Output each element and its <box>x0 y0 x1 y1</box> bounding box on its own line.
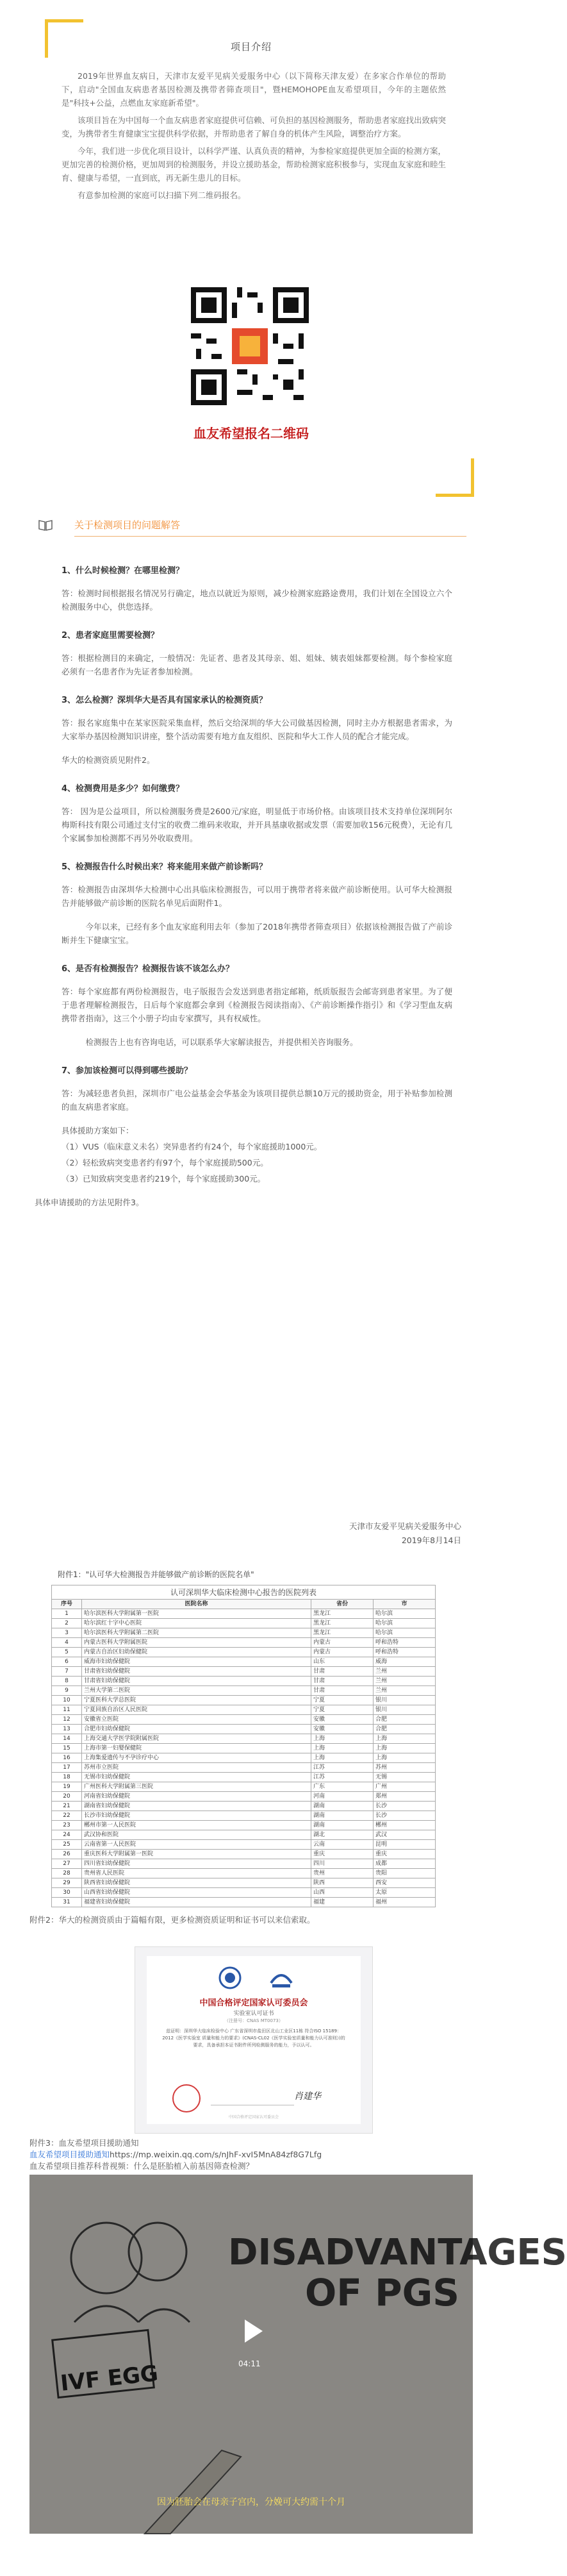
table-row <box>52 1609 436 1619</box>
table-cell: 湖南 <box>311 1802 374 1811</box>
table-row <box>52 1638 436 1648</box>
table-row <box>52 1725 436 1734</box>
faq-answer: 检测报告上也有咨询电话，可以联系华大家解读报告，并提供相关咨询服务。 <box>85 1037 358 1047</box>
table-cell: 太原 <box>374 1888 436 1898</box>
table-row <box>52 1773 436 1782</box>
table-row <box>52 1686 436 1696</box>
table-cell: 4 <box>52 1638 82 1648</box>
table-cell: 甘肃省妇幼保健院 <box>82 1667 311 1677</box>
table-cell: 福建省妇幼保健院 <box>82 1898 311 1907</box>
video-title-line2: OF PGS <box>305 2271 460 2314</box>
table-cell: 甘肃 <box>311 1686 374 1696</box>
hospital-table <box>51 1585 436 1907</box>
decorative-corner-bottom-right <box>436 458 474 497</box>
table-row <box>52 1782 436 1792</box>
table-row <box>52 1888 436 1898</box>
table-row <box>52 1763 436 1773</box>
table-cell: 2 <box>52 1619 82 1628</box>
qr-code-image[interactable] <box>186 282 314 410</box>
table-cell: 12 <box>52 1715 82 1725</box>
table-cell: 6 <box>52 1657 82 1667</box>
seal-icon <box>172 2084 201 2112</box>
table-row <box>52 1802 436 1811</box>
intro-paragraph: 今年，我们进一步优化项目设计，以科学严谨、认真负责的精神，为参检家庭提供更加全面的检测方案，更加完善的检测价格，更加周到的检测服务，并设立援助基金，帮助检测家庭积极参与，实现血友家庭和睦生育、健康与希望，一直到底，再无新生患儿的目标。 <box>62 146 447 183</box>
table-cell: 9 <box>52 1686 82 1696</box>
table-cell: 黑龙江 <box>311 1609 374 1619</box>
table-row <box>52 1696 436 1705</box>
faq-answer: 具体申请援助的方法见附件3。 <box>35 1198 144 1207</box>
table-row <box>52 1850 436 1859</box>
table-row <box>52 1830 436 1840</box>
faq-section-title: 关于检测项目的问题解答 <box>74 519 181 531</box>
table-cell: 陕西 <box>311 1878 374 1888</box>
table-cell: 重庆 <box>311 1850 374 1859</box>
video-dim-overlay <box>29 2175 473 2534</box>
attachment2-title: 附件2：华大的检测资质由于篇幅有限，更多检测资质证明和证书可以来信索取。 <box>29 1915 315 1925</box>
certificate-signature: 肖建华 <box>294 2091 321 2102</box>
faq-section-header <box>44 518 466 536</box>
faq-answer: 答：检测报告由深圳华大检测中心出具临床检测报告，可以用于携带者将来做产前诊断使用。认可华大检测报告并能够做产前诊断的医院名单见后面附件1。 <box>62 885 452 908</box>
table-cell: 上海 <box>311 1744 374 1753</box>
video-sketch-label: IVF EGG <box>59 2361 160 2396</box>
table-cell: 甘肃 <box>311 1677 374 1686</box>
table-cell: 31 <box>52 1898 82 1907</box>
intro-body <box>62 69 446 206</box>
table-cell: 内蒙古 <box>311 1638 374 1648</box>
table-cell: 哈尔滨医科大学附属第一医院 <box>82 1609 311 1619</box>
table-cell: 云南 <box>311 1840 374 1850</box>
certificate-text: 兹证明：深圳华大临床检验中心 广东省深圳市盐田区北山工业区11栋 符合ISO 15189：2012《医学实验室 质量和能力的要求》(CNAS-CL02《医学实验室质量和能力认可准则》)的要求，具备承担本证书附件所列检测服务的能力，予以认可。 <box>162 2028 345 2048</box>
table-cell: 贵阳 <box>374 1869 436 1878</box>
table-row <box>52 1619 436 1628</box>
assistance-notice-link[interactable]: 血友希望项目援助通知 <box>29 2150 110 2159</box>
table-row <box>52 1859 436 1869</box>
table-cell: 22 <box>52 1811 82 1821</box>
table-cell: 兰州 <box>374 1667 436 1677</box>
table-row <box>52 1628 436 1638</box>
table-row <box>52 1705 436 1715</box>
table-cell: 长沙市妇幼保健院 <box>82 1811 311 1821</box>
table-cell: 郴州市第一人民医院 <box>82 1821 311 1830</box>
faq-answer: 答：每个家庭都有两份检测报告，电子版报告会发送到患者指定邮箱，纸质版报告会邮寄到患者家里。为了便于患者理解检测报告，日后每个家庭都会拿到《检测报告阅读指南》、《产前诊断操作指引》和《学习型血友病携带者指南》，这三个小册子均由专家撰写，具有权威性。 <box>62 987 452 1023</box>
table-cell: 内蒙古 <box>311 1648 374 1657</box>
table-cell: 14 <box>52 1734 82 1744</box>
table-cell: 上海市第一妇婴保健院 <box>82 1744 311 1753</box>
faq-question: 1、什么时候检测？在哪里检测？ <box>62 566 185 576</box>
table-cell: 23 <box>52 1821 82 1830</box>
intro-paragraph: 2019年世界血友病日，天津市友爱平见病关爱服务中心（以下简称天津友爱）在多家合作单位的帮助下，启动"全国血友病患者基因检测及携带者筛查项目"，暨HEMOHOPE血友希望项目，今年的主题依然是"科技+公益，点燃血友家庭新希望"。 <box>62 71 446 108</box>
table-cell: 江苏 <box>311 1763 374 1773</box>
table-cell: 重庆医科大学附属第一医院 <box>82 1850 311 1859</box>
table-cell: 福建 <box>311 1898 374 1907</box>
table-cell: 宁夏 <box>311 1705 374 1715</box>
faq-answer: 答：检测时间根据报名情况另行确定，地点以就近为原则，减少检测家庭路途费用，我们计划在全国设立六个检测服务中心，供您选择。 <box>62 589 452 612</box>
faq-answer: 具体援助方案如下： <box>62 1126 134 1135</box>
faq-question: 6、是否有检测报告？检测报告该不该怎么办？ <box>62 964 234 974</box>
table-cell: 重庆 <box>374 1850 436 1859</box>
table-header: 省份 <box>311 1600 374 1609</box>
table-cell: 上海 <box>311 1734 374 1744</box>
table-cell: 25 <box>52 1840 82 1850</box>
table-cell: 四川省妇幼保健院 <box>82 1859 311 1869</box>
table-cell: 郴州 <box>374 1821 436 1830</box>
certificate-paper <box>147 1956 361 2124</box>
faq-question: 5、检测报告什么时候出来？将来能用来做产前诊断吗？ <box>62 862 268 872</box>
table-row <box>52 1869 436 1878</box>
table-cell: 威海 <box>374 1657 436 1667</box>
table-cell: 江苏 <box>311 1773 374 1782</box>
faq-question: 2、患者家庭里需要检测？ <box>62 631 160 640</box>
book-icon <box>38 519 53 531</box>
table-cell: 昆明 <box>374 1840 436 1850</box>
table-header: 市 <box>374 1600 436 1609</box>
table-caption: 认可深圳华大临床检测中心报告的医院列表 <box>51 1585 436 1599</box>
table-cell: 河南省妇幼保健院 <box>82 1792 311 1802</box>
signature-date: 2019年8月14日 <box>401 1535 461 1545</box>
table-cell: 银川 <box>374 1696 436 1705</box>
table-cell: 8 <box>52 1677 82 1686</box>
intro-paragraph: 有意参加检测的家庭可以扫描下列二维码报名。 <box>78 190 246 200</box>
table-cell: 29 <box>52 1878 82 1888</box>
table-cell: 郑州 <box>374 1792 436 1802</box>
table-cell: 哈尔滨医科大学附属第二医院 <box>82 1628 311 1638</box>
faq-question: 4、检测费用是多少？如何缴费？ <box>62 784 185 794</box>
certificate-image[interactable] <box>135 1946 373 2134</box>
table-cell: 24 <box>52 1830 82 1840</box>
table-cell: 无锡 <box>374 1773 436 1782</box>
video-recommendation-text: 血友希望项目推荐科普视频：什么是胚胎植入前基因筛查检测？ <box>29 2161 254 2171</box>
table-cell: 无锡市妇幼保健院 <box>82 1773 311 1782</box>
table-cell: 11 <box>52 1705 82 1715</box>
video-duration: 04:11 <box>238 2359 261 2368</box>
certificate-number: （注册号：CNAS MT0073） <box>224 2018 283 2023</box>
table-cell: 河南 <box>311 1792 374 1802</box>
table-cell: 上海集爱遗传与不孕诊疗中心 <box>82 1753 311 1763</box>
signature <box>269 1519 461 1548</box>
faq-answer: 答：报名家庭集中在某家医院采集血样，然后交给深圳的华大公司做基因检测，同时主办方根据患者需求，为大家举办基因检测知识讲座，整个活动需要有地方血友组织、医院和华大工作人员的配合才能完成。 <box>62 718 452 741</box>
faq-answer: 答： 因为是公益项目，所以检测服务费是2600元/家庭，明显低于市场价格。由该项目技术支持单位深圳阿尔梅斯科技有限公司通过支付宝的收费二维码来收取，并开具基康收据或发票（需要加收156元税费），无论有几个家属参加检测都不再另外收取费用。 <box>62 807 452 843</box>
cnas-logo-icon <box>268 1965 294 1991</box>
table-cell: 兰州 <box>374 1677 436 1686</box>
table-cell: 陕西省妇幼保健院 <box>82 1878 311 1888</box>
table-cell: 贵州省人民医院 <box>82 1869 311 1878</box>
table-cell: 19 <box>52 1782 82 1792</box>
table-cell: 武汉协和医院 <box>82 1830 311 1840</box>
table-row <box>52 1792 436 1802</box>
table-cell: 苏州市立医院 <box>82 1763 311 1773</box>
play-icon[interactable] <box>231 2311 272 2352</box>
table-cell: 内蒙古自治区妇幼保健院 <box>82 1648 311 1657</box>
table-cell: 长沙 <box>374 1811 436 1821</box>
table-cell: 7 <box>52 1667 82 1677</box>
table-cell: 27 <box>52 1859 82 1869</box>
qr-caption: 血友希望报名二维码 <box>193 426 309 441</box>
table-cell: 安徽 <box>311 1725 374 1734</box>
faq-answer: 答：为减轻患者负担，深圳市广电公益基金会华基金为该项目提供总额10万元的援助资金，用于补贴参加检测的血友病患者家庭。 <box>62 1089 452 1112</box>
table-cell: 18 <box>52 1773 82 1782</box>
certificate-org: 中国合格评定国家认可委员会 <box>199 1998 308 2008</box>
table-cell: 上海 <box>374 1744 436 1753</box>
table-cell: 黑龙江 <box>311 1619 374 1628</box>
attachment3 <box>29 2137 478 2172</box>
table-cell: 宁夏医科大学总医院 <box>82 1696 311 1705</box>
table-cell: 湖南 <box>311 1821 374 1830</box>
table-cell: 安徽 <box>311 1715 374 1725</box>
section-divider <box>74 536 466 537</box>
table-cell: 广州 <box>374 1782 436 1792</box>
table-cell: 宁夏回族自治区人民医院 <box>82 1705 311 1715</box>
table-cell: 5 <box>52 1648 82 1657</box>
certificate-footer: 中国合格评定国家认可委员会 <box>228 2115 279 2120</box>
table-row <box>52 1667 436 1677</box>
table-cell: 湖南 <box>311 1811 374 1821</box>
table-cell: 福州 <box>374 1898 436 1907</box>
table-row <box>52 1811 436 1821</box>
table-row <box>52 1744 436 1753</box>
ilac-logo-icon <box>217 1965 243 1991</box>
table-cell: 兰州 <box>374 1686 436 1696</box>
table-cell: 20 <box>52 1792 82 1802</box>
table-cell: 西安 <box>374 1878 436 1888</box>
table-cell: 合肥 <box>374 1715 436 1725</box>
table-cell: 13 <box>52 1725 82 1734</box>
table-cell: 山西 <box>311 1888 374 1898</box>
table-row <box>52 1898 436 1907</box>
table-cell: 黑龙江 <box>311 1628 374 1638</box>
table-row <box>52 1753 436 1763</box>
table-cell: 安徽省立医院 <box>82 1715 311 1725</box>
intro-paragraph: 该项目旨在为中国每一个血友病患者家庭提供可信赖、可负担的基因检测服务，帮助患者家庭找出致病突变，为携带者生育健康宝宝提供科学依据，并帮助患者了解自身的机体产生风险，调整治疗方案。 <box>62 115 447 138</box>
table-row <box>52 1657 436 1667</box>
assistance-notice-url[interactable]: https://mp.weixin.qq.com/s/nJhF-xvI5MnA84zf8G7Lfg <box>110 2150 322 2159</box>
table-cell: 四川 <box>311 1859 374 1869</box>
attachment3-link-line <box>29 2149 478 2161</box>
table-cell: 合肥 <box>374 1725 436 1734</box>
table-cell: 山西省妇幼保健院 <box>82 1888 311 1898</box>
table-cell: 合肥市妇幼保健院 <box>82 1725 311 1734</box>
table-cell: 哈尔滨红十字中心医院 <box>82 1619 311 1628</box>
table-cell: 呼和浩特 <box>374 1648 436 1657</box>
table-cell: 上海 <box>374 1734 436 1744</box>
faq-list <box>35 564 452 1219</box>
intro-title: 项目介绍 <box>230 41 272 53</box>
faq-question: 3、怎么检测？深圳华大是否具有国家承认的检测资质？ <box>62 696 268 705</box>
signature-org: 天津市友爱平见病关爱服务中心 <box>349 1521 461 1531</box>
table-cell: 银川 <box>374 1705 436 1715</box>
table-cell: 哈尔滨 <box>374 1628 436 1638</box>
table-row <box>52 1715 436 1725</box>
table-cell: 云南省第一人民医院 <box>82 1840 311 1850</box>
table-cell: 21 <box>52 1802 82 1811</box>
table-cell: 兰州大学第二医院 <box>82 1686 311 1696</box>
faq-answer: 答：根据检测目的来确定，一般情况：先证者、患者及其母亲、姐、姐妹、姨表姐妹都要检测。每个参检家庭必须有一名患者作为先证者参加检测。 <box>62 653 452 676</box>
table-cell: 贵州 <box>311 1869 374 1878</box>
video-subtitle: 因为胚胎会在母亲子宫内，分娩可大约需十个月 <box>157 2497 345 2507</box>
table-row <box>52 1840 436 1850</box>
table-cell: 17 <box>52 1763 82 1773</box>
table-cell: 宁夏 <box>311 1696 374 1705</box>
table-cell: 广东 <box>311 1782 374 1792</box>
table-cell: 上海交通大学医学院附属医院 <box>82 1734 311 1744</box>
attachment1-title: 附件1："认可华大检测报告并能够做产前诊断的医院名单" <box>58 1570 254 1579</box>
faq-question: 7、参加该检测可以得到哪些援助？ <box>62 1066 193 1076</box>
table-cell: 15 <box>52 1744 82 1753</box>
table-cell: 16 <box>52 1753 82 1763</box>
faq-answer: 华大的检测资质见附件2。 <box>62 755 155 765</box>
table-cell: 上海 <box>374 1753 436 1763</box>
table-cell: 28 <box>52 1869 82 1878</box>
table-cell: 3 <box>52 1628 82 1638</box>
table-cell: 内蒙古医科大学附属医院 <box>82 1638 311 1648</box>
table-cell: 湖北 <box>311 1830 374 1840</box>
table-cell: 30 <box>52 1888 82 1898</box>
table-cell: 湖南省妇幼保健院 <box>82 1802 311 1811</box>
faq-answer: （3）已知致病突变患者约219个，每个家庭援助300元。 <box>62 1174 266 1183</box>
table-cell: 哈尔滨 <box>374 1619 436 1628</box>
table-header: 医院名称 <box>82 1600 311 1609</box>
table-cell: 长沙 <box>374 1802 436 1811</box>
table-cell: 甘肃 <box>311 1667 374 1677</box>
table-cell: 呼和浩特 <box>374 1638 436 1648</box>
table-cell: 哈尔滨 <box>374 1609 436 1619</box>
table-row <box>52 1648 436 1657</box>
table-cell: 广州医科大学附属第三医院 <box>82 1782 311 1792</box>
table-row <box>52 1878 436 1888</box>
table-header-row <box>52 1600 436 1609</box>
table-cell: 10 <box>52 1696 82 1705</box>
table-cell: 武汉 <box>374 1830 436 1840</box>
table-row <box>52 1821 436 1830</box>
certificate-subtitle: 实验室认可证书 <box>233 2011 274 2017</box>
table-cell: 苏州 <box>374 1763 436 1773</box>
table-cell: 威海市妇幼保健院 <box>82 1657 311 1667</box>
table-cell: 上海 <box>311 1753 374 1763</box>
faq-answer: （1）VUS（临床意义未名）突异患者约有24个，每个家庭援助1000元。 <box>62 1142 322 1151</box>
faq-answer: 今年以来，已经有多个血友家庭利用去年（参加了2018年携带者筛查项目）依据该检测报告做了产前诊断并生下健康宝宝。 <box>62 922 452 945</box>
table-cell: 成都 <box>374 1859 436 1869</box>
table-row <box>52 1677 436 1686</box>
table-row <box>52 1734 436 1744</box>
video-player[interactable] <box>29 2175 567 2534</box>
table-header: 序号 <box>52 1600 82 1609</box>
table-cell: 山东 <box>311 1657 374 1667</box>
table-cell: 1 <box>52 1609 82 1619</box>
faq-answer: （2）轻松致病突变患者约有97个，每个家庭援助500元。 <box>62 1158 268 1167</box>
table-cell: 甘肃省妇幼保健院 <box>82 1677 311 1686</box>
table-cell: 26 <box>52 1850 82 1859</box>
attachment3-title: 附件3：血友希望项目援助通知 <box>29 2138 139 2148</box>
video-title-line1: DISADVANTAGES <box>228 2232 567 2273</box>
